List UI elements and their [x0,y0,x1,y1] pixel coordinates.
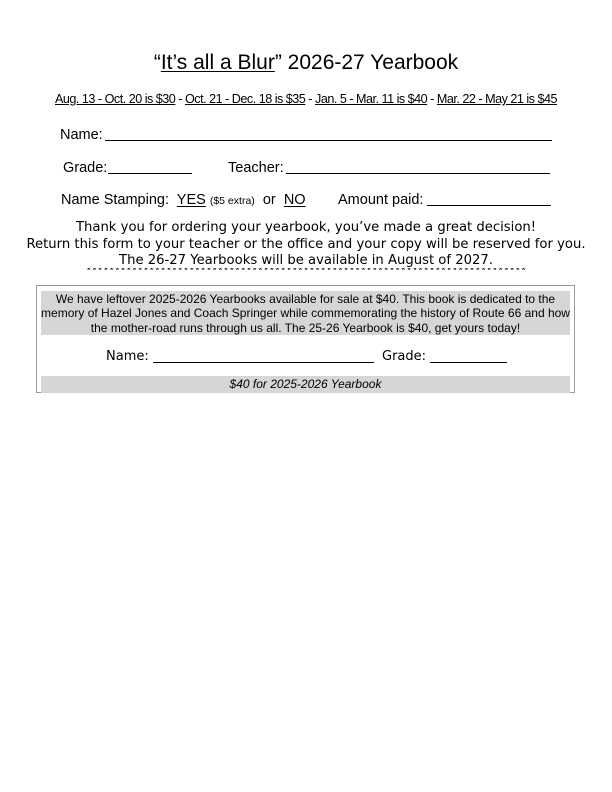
leftover-name-label: Name: [106,349,149,364]
name-label: Name: [60,127,103,143]
message-line-3: The 26-27 Yearbooks will be available in August of 2027. [119,253,493,268]
page-title [0,51,612,75]
price-schedule [0,92,612,107]
price-period-3: Jan. 5 - Mar. 11 is $40 [315,92,428,106]
stamping-extra-cost: ($5 extra) [209,195,255,207]
price-separator: - [175,92,186,106]
name-field[interactable] [105,140,552,141]
amount-paid-field[interactable] [427,205,551,206]
grade-label: Grade: [63,160,108,176]
price-period-2: Oct. 21 - Dec. 18 is $35 [185,92,306,106]
title-rest: ” 2026-27 Yearbook [274,51,459,74]
price-period-4: Mar. 22 - May 21 is $45 [436,92,557,106]
star-divider: ***************************************************************************** [85,268,527,278]
stamping-yes-option[interactable]: YES [176,192,206,208]
leftover-price-footer: $40 for 2025-2026 Yearbook [41,376,570,393]
amount-paid-label: Amount paid: [338,192,424,208]
price-period-1: Aug. 13 - Oct. 20 is $30 [55,92,176,106]
stamping-or: or [262,192,276,208]
title-theme: It’s all a Blur [160,51,275,74]
stamping-label: Name Stamping: [61,192,169,208]
leftover-grade-label: Grade: [382,349,427,364]
message-line-1: Thank you for ordering your yearbook, you’ve made a great decision! [75,220,537,235]
leftover-name-field[interactable] [153,362,374,363]
thank-you-message [0,220,612,270]
title-open-quote: “ [153,51,161,74]
leftover-description: We have leftover 2025-2026 Yearbooks available for sale at $40. This book is dedicated to the memory of Hazel Jones and Coach Springer while commemorating the history of Route 66 and how the mother-road runs through us all. The 25-26 Yearbook is $40, get yours today! [41,292,570,335]
teacher-label: Teacher: [228,160,284,176]
name-stamping-row [61,191,306,210]
teacher-field[interactable] [286,173,550,174]
message-line-2: Return this form to your teacher or the office and your copy will be reserved for you. [26,236,586,252]
price-separator: - [305,92,316,106]
price-separator: - [427,92,437,106]
grade-field[interactable] [108,173,192,174]
leftover-grade-field[interactable] [430,362,507,363]
leftover-yearbook-box [36,285,575,393]
stamping-no-option[interactable]: NO [283,192,306,208]
